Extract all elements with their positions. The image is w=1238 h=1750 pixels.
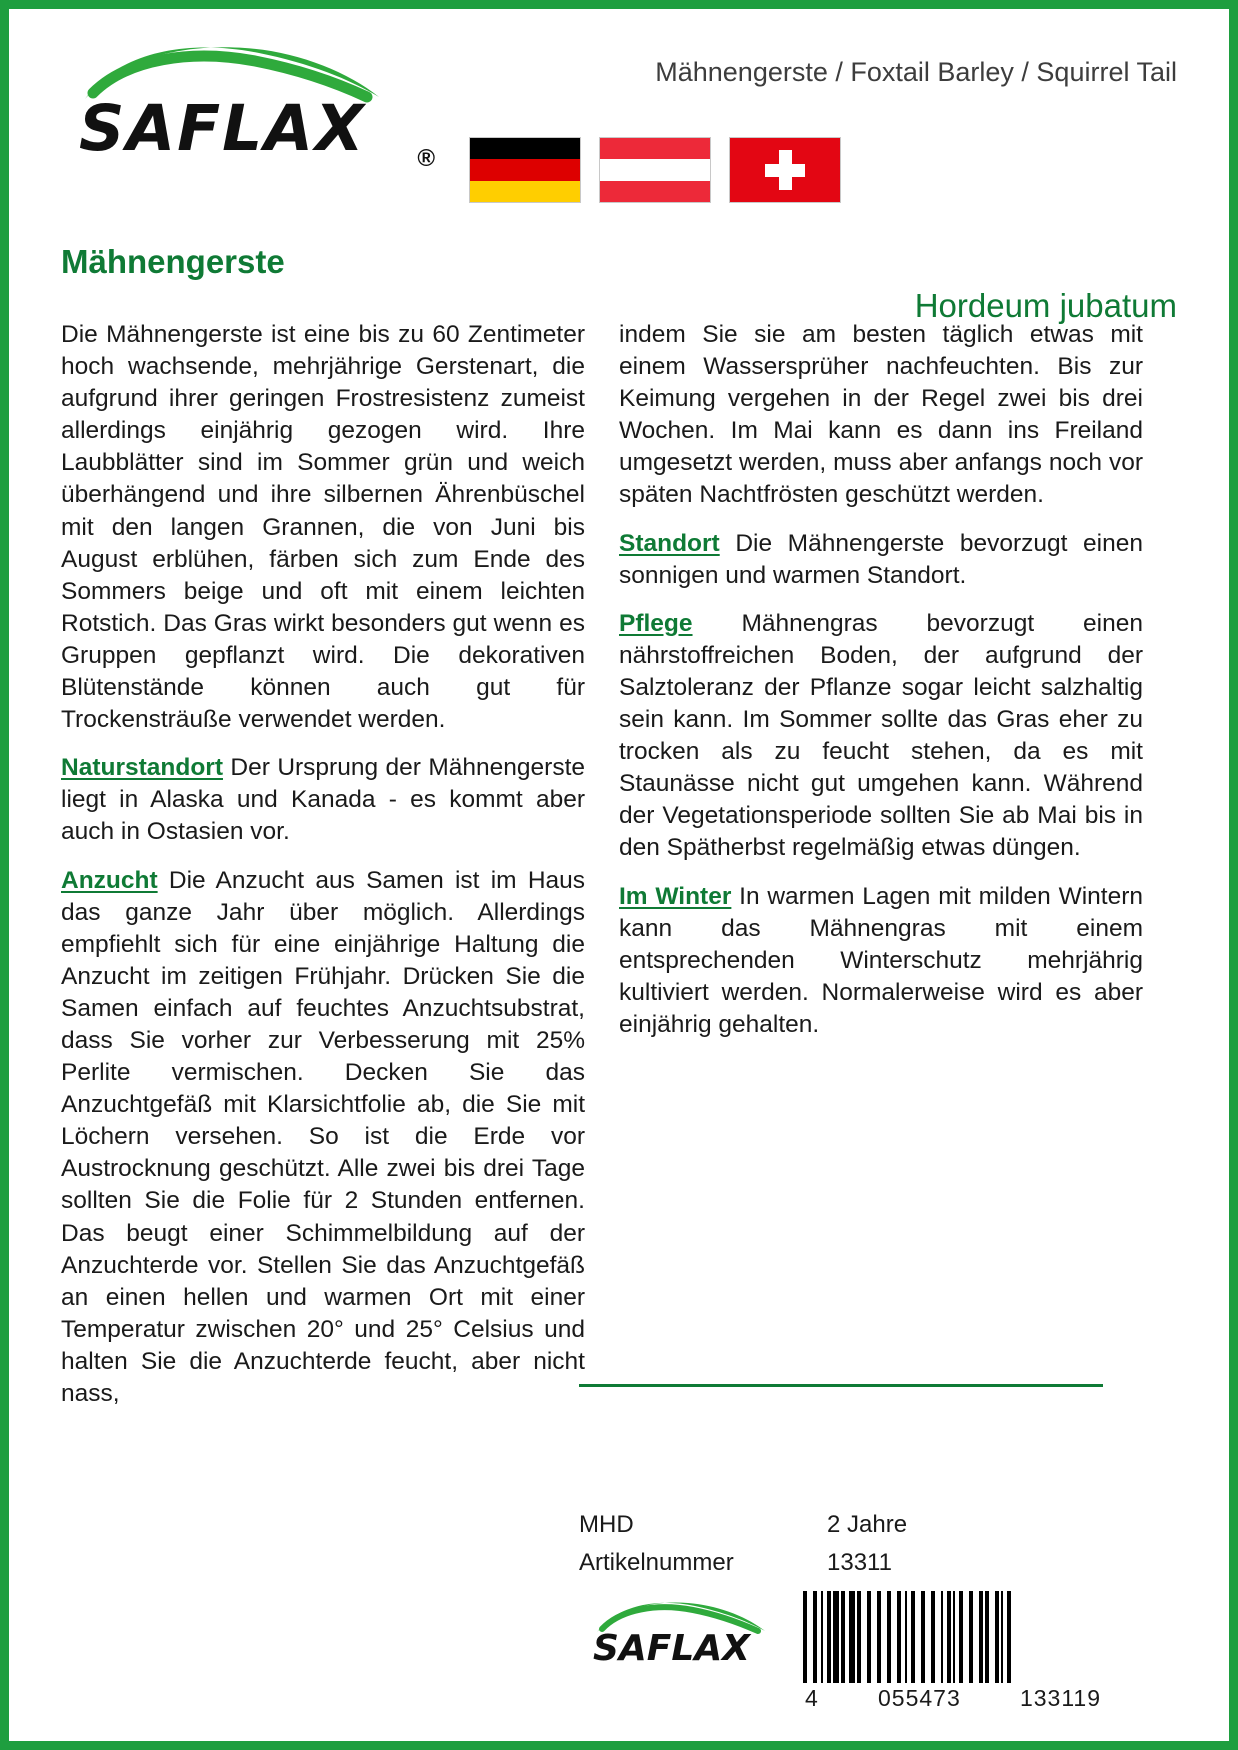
paragraph-intro: Die Mähnengerste ist eine bis zu 60 Zentimeter hoch wachsende, mehrjährige Gerstenart, die aufgrund ihrer geringen Frostresistenz zumeist allerdings einjährig gezogen wird. Ihre Laubblätter sind im Sommer grün und weich überhängend und ihre silbernen Ährenbüschel mit den langen Grannen, die von Juni bis August erblühen, färben sich zum Ende des Sommers beige und oft mit einem leichten Rotstich. Das Gras wirkt besonders gut wenn es Gruppen gepflanzt wird. Die dekorativen Blütenstände können auch gut für Trockensträuße verwendet werden.	[61, 321, 585, 734]
latin-name: Hordeum jubatum	[914, 287, 1177, 324]
flag-germany-icon	[469, 137, 581, 203]
mhd-value: 2 Jahre	[827, 1511, 908, 1538]
barcode-digits	[803, 1685, 1103, 1712]
section-text: Der Ursprung der Mähnengerste liegt in Alaska und Kanada - es kommt aber auch in Ostasien vor.	[61, 754, 585, 846]
section-naturstandort	[61, 752, 585, 848]
country-flags	[469, 137, 841, 203]
meta-row-mhd	[579, 1511, 1103, 1539]
section-keyword: Pflege	[619, 609, 693, 637]
section-keyword: Im Winter	[619, 882, 732, 910]
body-columns	[61, 319, 1185, 1426]
meta-row-article	[579, 1549, 1103, 1577]
paragraph-continuation: indem Sie sie am besten täglich etwas mit einem Wassersprüher nachfeuchten. Bis zur Keimung vergehen in der Regel zwei bis drei Wochen. Im Mai kann es dann ins Freiland umgesetzt werden, muss aber anfangs noch vor späten Nachtfrösten geschützt werden.	[619, 321, 1143, 509]
barcode-group-2: 133119	[1019, 1685, 1101, 1711]
footer	[579, 1384, 1103, 1731]
section-keyword: Anzucht	[61, 866, 158, 894]
section-keyword: Naturstandort	[61, 754, 223, 782]
footer-bottom	[579, 1591, 1103, 1731]
section-im-winter	[619, 881, 1143, 1041]
section-text: Die Anzucht aus Samen ist im Haus das ganze Jahr über möglich. Allerdings empfiehlt sich für eine einjährige Haltung die Anzucht im zeitigen Frühjahr. Drücken Sie die Samen einfach auf feuchtes Anzuchtsubstrat, dass Sie vorher zur Verbesserung mit 25% Perlite vermischen. Decken Sie das Anzuchtgefäß mit Klarsichtfolie ab, die Sie mit Löchern versehen. So ist die Erde vor Austrocknung geschützt. Alle zwei bis drei Tage sollten Sie die Folie für 2 Stunden entfernen. Das beugt einer Schimmelbildung auf der Anzuchterde vor. Stellen Sie das Anzuchtgefäß an einen hellen und warmen Ort mit einer Temperatur zwischen 20° und 25° Celsius und halten Sie die Anzuchterde feucht, aber nicht nass,	[61, 866, 586, 1407]
section-keyword: Standort	[619, 529, 720, 557]
article-number-label: Artikelnummer	[579, 1549, 734, 1576]
section-pflege	[619, 608, 1143, 865]
brand-wordmark: SAFLAX	[79, 92, 366, 165]
header	[61, 27, 1185, 207]
brand-logo	[79, 45, 435, 172]
footer-divider	[579, 1384, 1103, 1387]
section-standort	[619, 528, 1143, 592]
section-text: In warmen Lagen mit milden Wintern kann das Mähnengras mit einem entsprechenden Winterschutz mehrjährig kultiviert werden. Normalerweise wird es aber einjährig gehalten.	[619, 882, 1143, 1038]
section-anzucht	[61, 865, 585, 1411]
product-meta	[579, 1511, 1103, 1577]
footer-brand-wordmark: SAFLAX	[593, 1628, 750, 1669]
barcode-group-1: 055473	[878, 1685, 961, 1711]
flag-switzerland-icon	[729, 137, 841, 203]
plant-name-heading: Mähnengerste	[61, 243, 285, 280]
mhd-label: MHD	[579, 1511, 634, 1538]
barcode	[803, 1591, 1103, 1712]
title-row	[61, 243, 1185, 324]
column-left	[61, 319, 585, 1426]
section-text: Die Mähnengerste bevorzugt einen sonnigen und warmen Standort.	[619, 529, 1143, 589]
barcode-bars	[803, 1591, 1103, 1683]
common-names: Mähnengerste / Foxtail Barley / Squirrel Tail	[655, 57, 1177, 87]
section-text: Mähnengras bevorzugt einen nährstoffreichen Boden, der aufgrund der Salztoleranz der Pflanze sogar leicht salzhaltig sein kann. Im Sommer sollte das Gras eher zu trocken als zu feucht stehen, da es mit Staunässe nicht gut umgehen kann. Während der Vegetationsperiode sollten Sie ab Mai bis in den Spätherbst regelmäßig etwas düngen.	[619, 609, 1143, 862]
registered-mark: ®	[417, 145, 435, 172]
footer-brand-logo	[593, 1601, 793, 1667]
flag-austria-icon	[599, 137, 711, 203]
column-right	[619, 319, 1143, 1426]
article-number-value: 13311	[827, 1549, 892, 1576]
barcode-left-digit: 4	[805, 1685, 819, 1711]
